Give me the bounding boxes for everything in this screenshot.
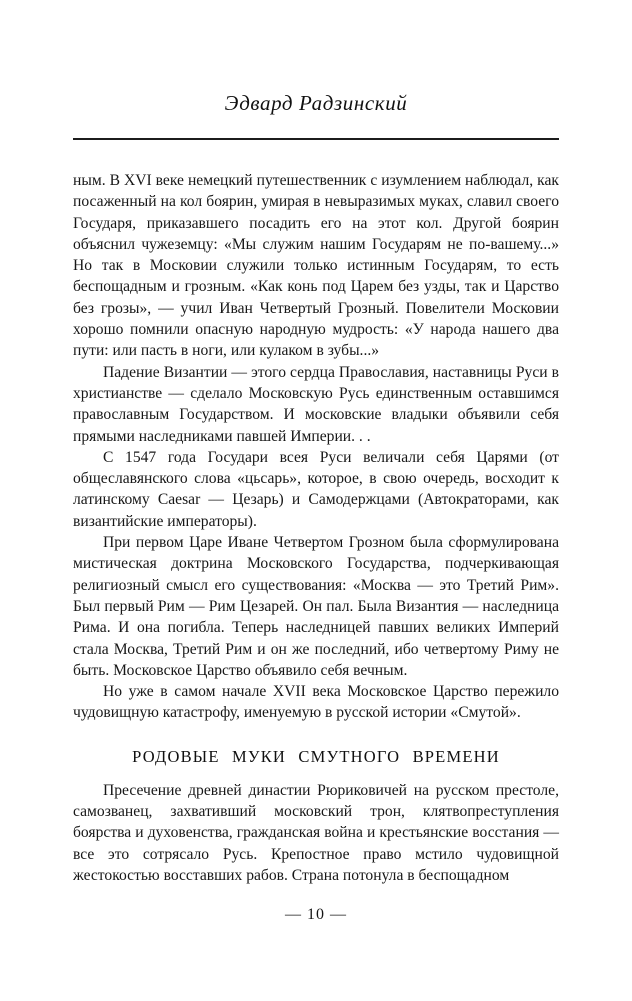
running-head: Эдвард Радзинский <box>224 91 408 115</box>
paragraph: С 1547 года Государи всея Руси величали себя Царями (от общеславянского слова «цьсарь», которое, в свою очередь, восходит к латинскому Caesar — Цезарь) и Самодержцами (Автократорами, как византийские императоры). <box>73 448 559 530</box>
paragraph: Но уже в самом начале XVII века Московское Царство пережило чудовищную катастрофу, именуемую в русской истории «Смутой». <box>73 683 559 722</box>
paragraph: Падение Византии — этого сердца Православия, наставницы Руси в христианстве — сделало Московскую Русь единственным оставшимся православным Государством. И московские владыки объявили себя прямыми наследниками павшей Империи. . . <box>73 363 559 445</box>
header-rule <box>73 138 559 140</box>
text-block <box>73 170 559 886</box>
paragraph: При первом Царе Иване Четвертом Грозном была сформулирована мистическая доктрина Московского Государства, подчеркивающая религиозный смысл его существования: «Москва — это Третий Рим». Был первый Рим — Рим Цезарей. Он пал. Была Византия — наследница Рима. И она погибла. Теперь наследницей павших великих Империй стала Москва, Третий Рим и он же последний, ибо четвертому Риму не быть. Московское Царство объявило себя вечным. <box>73 534 559 679</box>
section-heading: РОДОВЫЕ МУКИ СМУТНОГО ВРЕМЕНИ <box>132 746 500 766</box>
page-number: — 10 — <box>285 906 347 924</box>
paragraph: Пресечение древней династии Рюриковичей на русском престоле, самозванец, захвативший московский трон, клятвопреступления боярства и духовенства, гражданская война и крестьянские восстания — все это сотрясало Русь. Крепостное право мстило чудовищной жестокостью восставших рабов. Страна потонула в беспощадном <box>73 781 559 884</box>
paragraph: ным. В XVI веке немецкий путешественник с изумлением наблюдал, как посаженный на кол боярин, умирая в невыразимых муках, славил своего Государя, приказавшего посадить его на этот кол. Другой боярин объяснил чужеземцу: «Мы служим нашим Государям не по-вашему...» Но так в Московии служили только истинным Государям, то есть беспощадным и грозным. «Как конь под Царем без узды, так и Царство без грозы», — учил Иван Четвертый Грозный. Повелители Московии хорошо помнили опасную народную мудрость: «У народа нашего два пути: или пасть в ноги, или кулаком в зубы...» <box>73 172 559 360</box>
